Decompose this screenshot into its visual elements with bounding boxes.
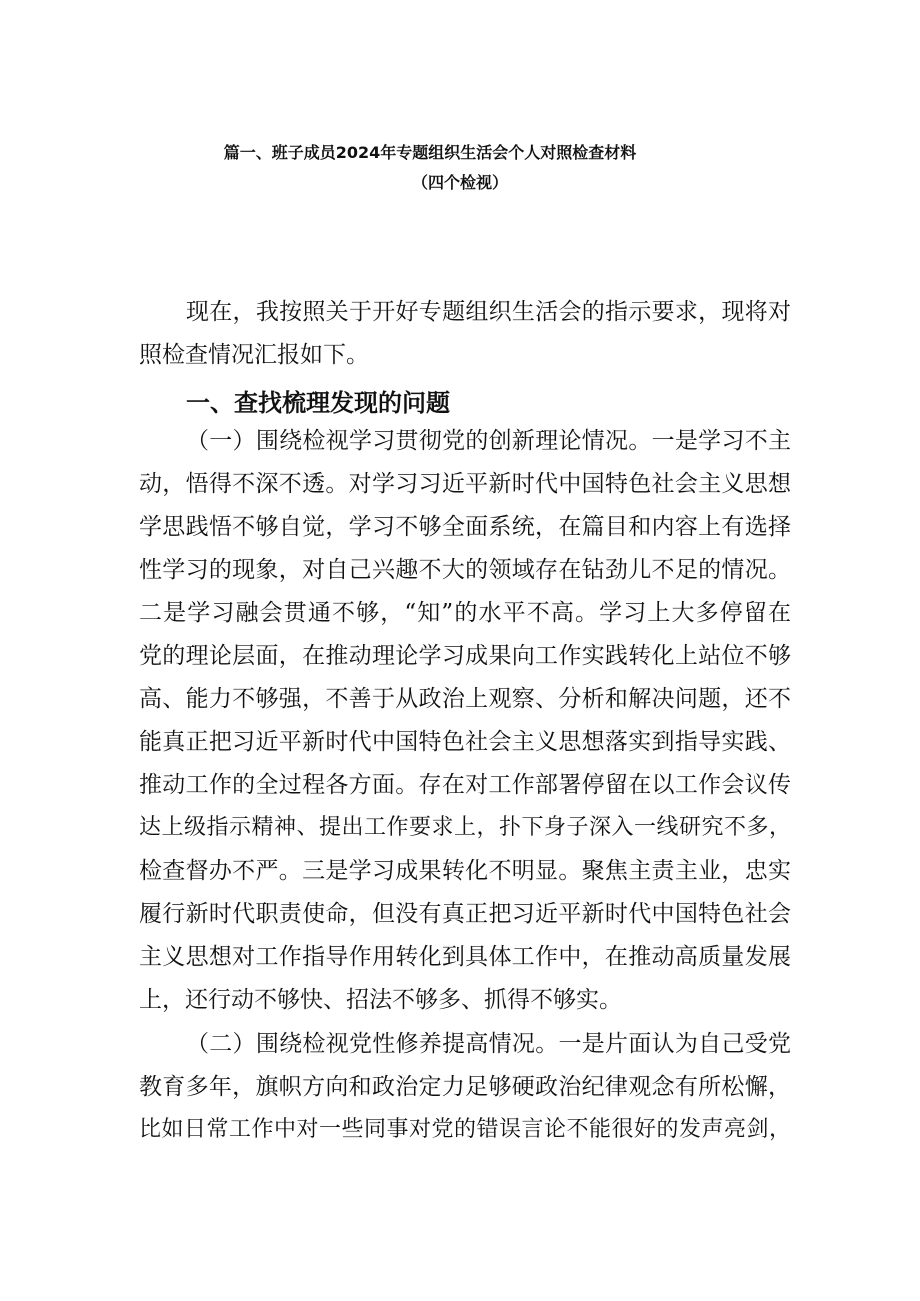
document-subtitle: （四个检视）	[411, 173, 508, 192]
para1-line: 主义思想对工作指导作用转化到具体工作中，在推动高质量发展	[139, 944, 791, 970]
para1-line: 推动工作的全过程各方面。存在对工作部署停留在以工作会议传	[139, 772, 791, 798]
para2-line: （二）围绕检视党性修养提高情况。一是片面认为自己受党	[186, 1031, 791, 1057]
para1-line: 党的理论层面，在推动理论学习成果向工作实践转化上站位不够	[139, 643, 791, 669]
para1-line: 能真正把习近平新时代中国特色社会主义思想落实到指导实践、	[139, 729, 791, 755]
para1-line: 高、能力不够强，不善于从政治上观察、分析和解决问题，还不	[139, 686, 791, 712]
para1-line: （一）围绕检视学习贯彻党的创新理论情况。一是学习不主	[186, 428, 791, 454]
section-heading: 一、查找梳理发现的问题	[186, 389, 450, 417]
para1-line: 上，还行动不够快、招法不够多、抓得不够实。	[139, 987, 622, 1013]
intro-line-2: 照检查情况汇报如下。	[139, 342, 369, 368]
para1-line: 性学习的现象，对自己兴趣不大的领域存在钻劲儿不足的情况。	[139, 557, 791, 583]
para1-line: 二是学习融会贯通不够，“知”的水平不高。学习上大多停留在	[139, 600, 791, 626]
para2-line: 教育多年，旗帜方向和政治定力足够硬政治纪律观念有所松懈，	[139, 1074, 791, 1100]
intro-line-1: 现在，我按照关于开好专题组织生活会的指示要求，现将对	[186, 299, 791, 325]
para1-line: 动，悟得不深不透。对学习习近平新时代中国特色社会主义思想	[139, 471, 791, 497]
para1-line: 履行新时代职责使命，但没有真正把习近平新时代中国特色社会	[139, 901, 791, 927]
para2-line: 比如日常工作中对一些同事对党的错误言论不能很好的发声亮剑，	[139, 1117, 791, 1142]
para1-line: 检查督办不严。三是学习成果转化不明显。聚焦主责主业，忠实	[139, 858, 791, 884]
para1-line: 学思践悟不够自觉，学习不够全面系统，在篇目和内容上有选择	[139, 514, 791, 540]
document-title: 篇一、班子成员2024年专题组织生活会个人对照检查材料	[223, 143, 637, 162]
para1-line: 达上级指示精神、提出工作要求上，扑下身子深入一线研究不多，	[139, 815, 791, 840]
